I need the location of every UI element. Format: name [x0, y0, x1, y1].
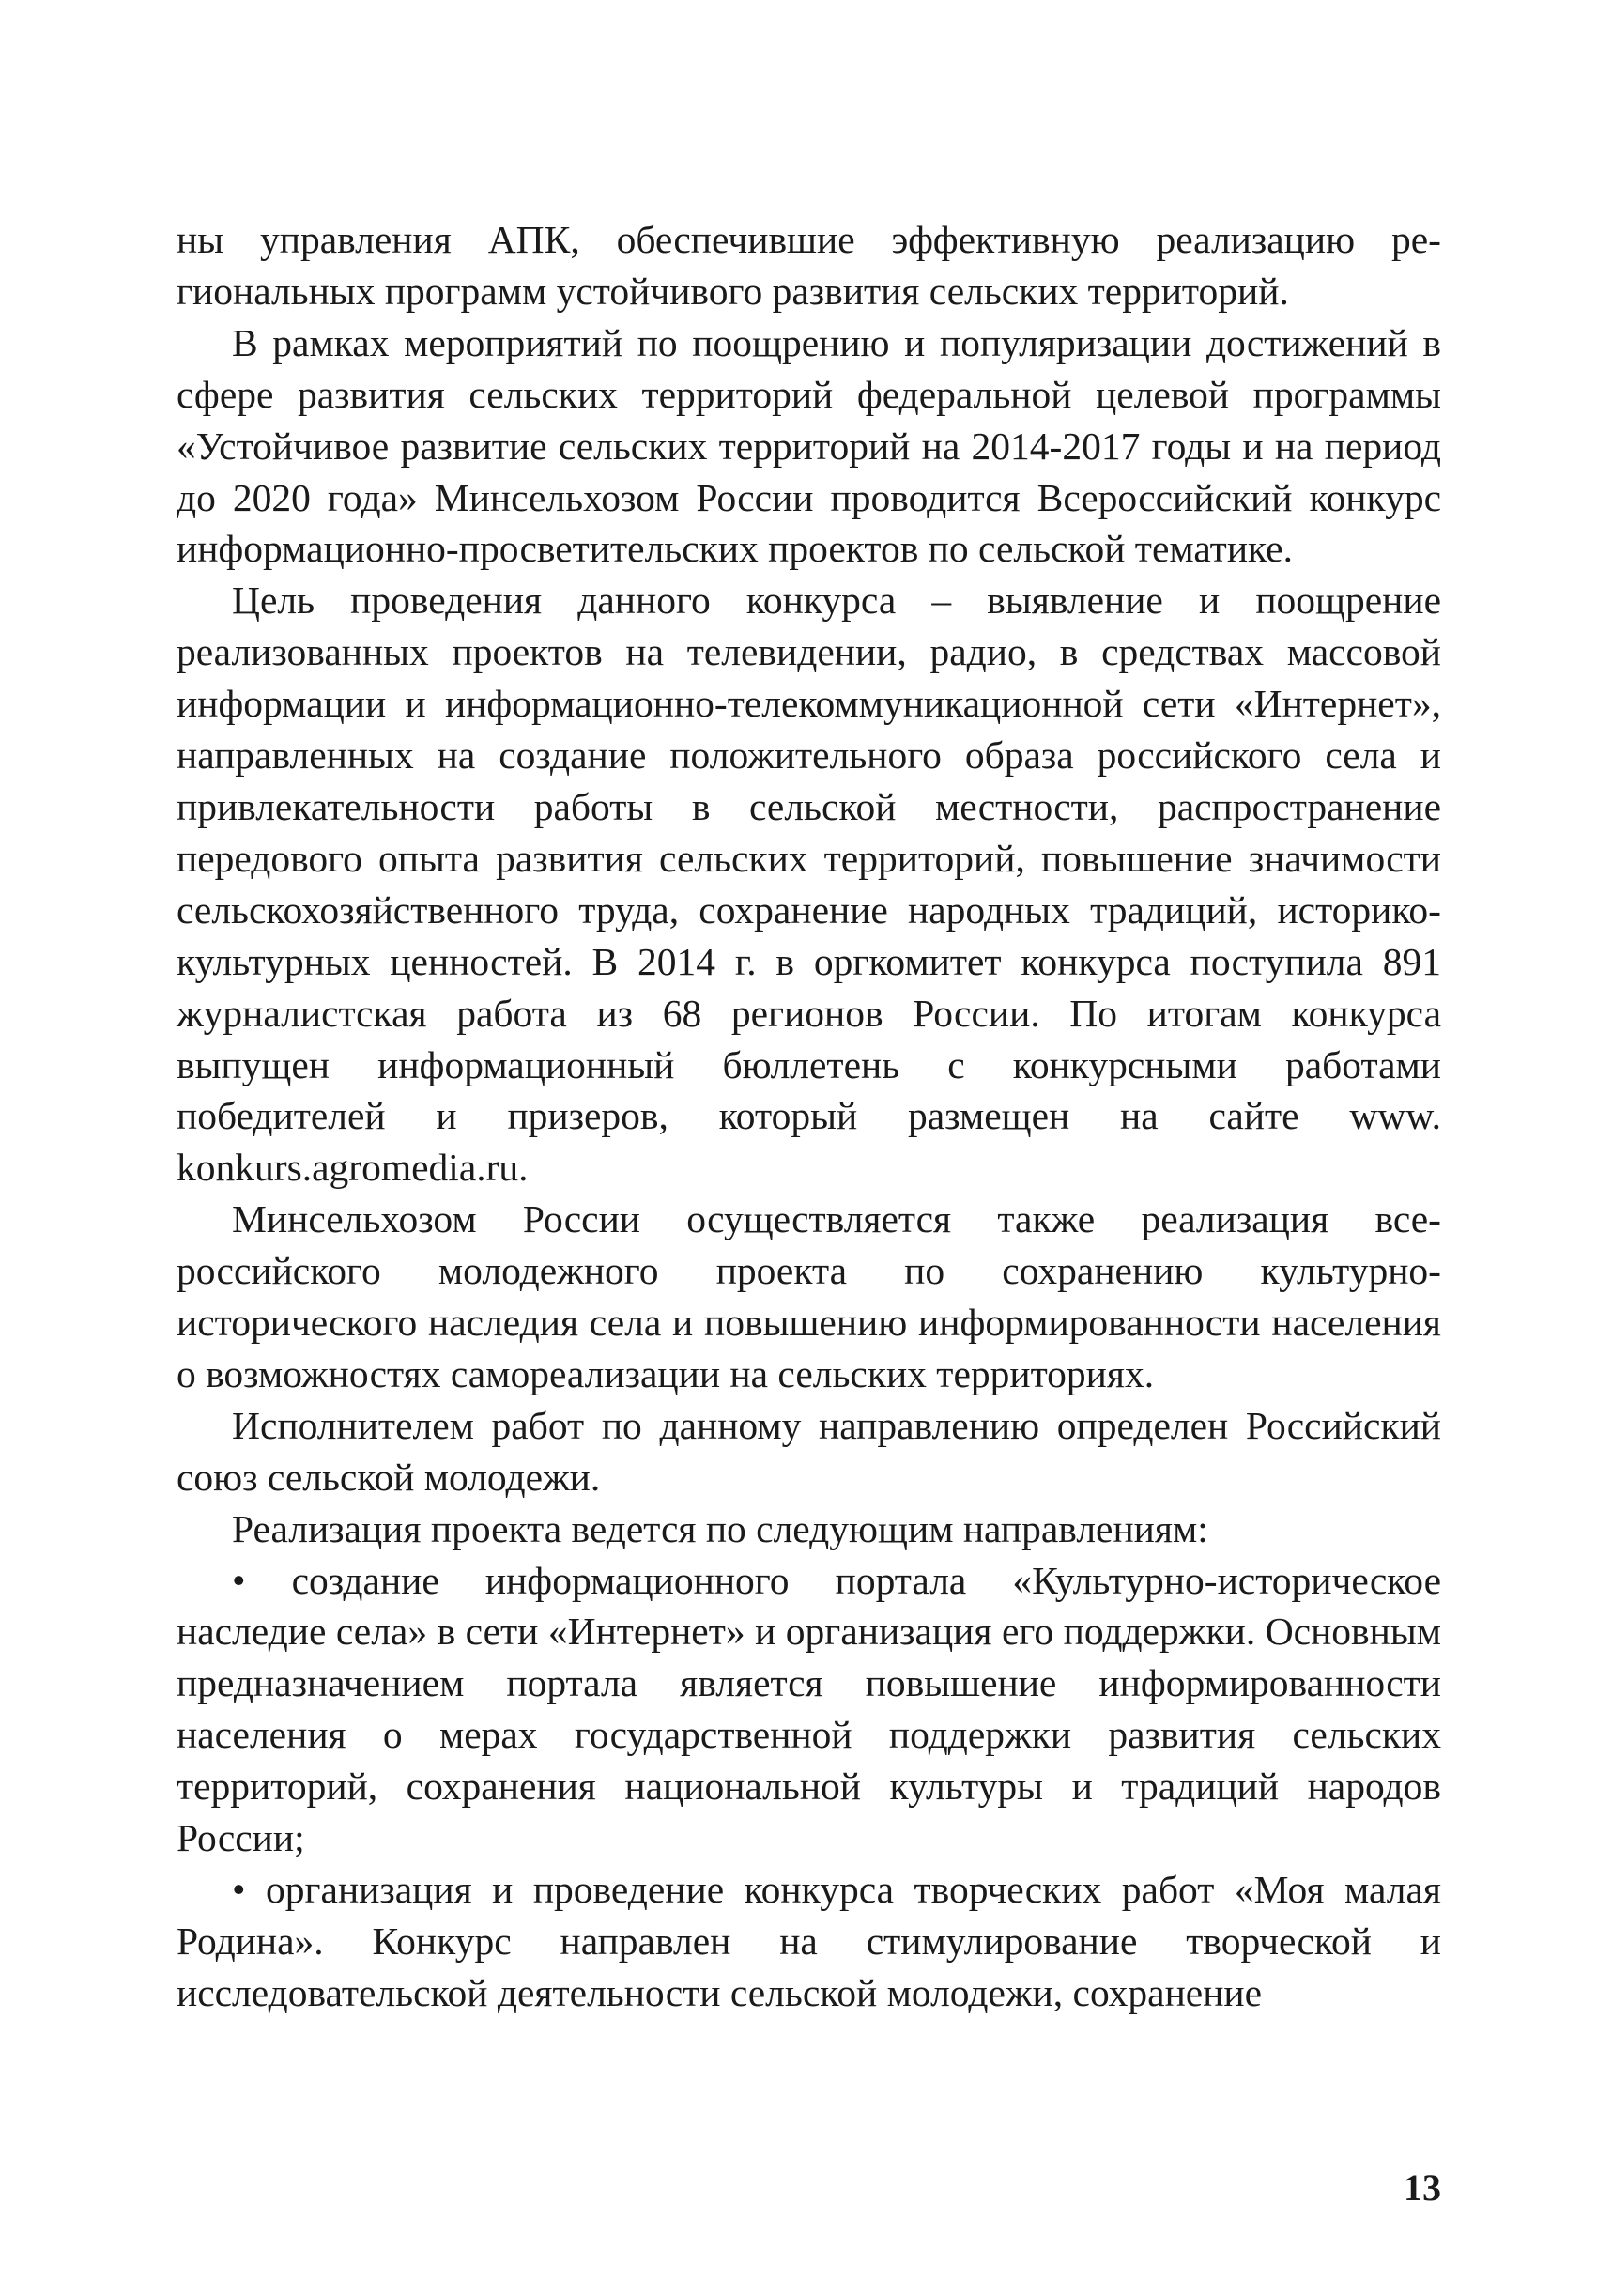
paragraph-directions: Реализация проекта ведется по следующим направлениям: — [232, 1506, 1208, 1550]
paragraph-continuation: ны управления АПК, обеспечившие эффективную реализацию региональных программ устойчивого развития сельских территорий. — [177, 218, 1441, 313]
paragraph-competition-goal: Цель проведения данного конкурса – выявление и поощрение реализованных проектов на телевидении, радио, в средствах массовой информации и информационно-телекоммуникационной сети «Интернет», направленных на создание положительного образа российского села и привлекательности работы в сельской местности, распространение передового опыта развития сельских территорий, повышение значимости сельскохозяйственного труда, сохранение народных традиций, историко-культурных ценностей. В 2014 г. в оргкомитет конкурса поступила 891 журналистская работа из 68 регионов России. По итогам конкурса выпущен информационный бюллетень с конкурсными работами победителей и призеров, который размещен на сайте www. konkurs.agromedia.ru. — [177, 578, 1441, 1190]
paragraph-competition-intro: В рамках мероприятий по поощрению и популяризации достижений в сфере развития сельских территорий федеральной целевой программы «Устойчивое развитие сельских территорий на 2014-2017 годы и на период до 2020 года» Минсельхозом России проводится Всероссийский конкурс информационно-просветительских проектов по сельской тематике. — [177, 320, 1441, 571]
paragraph-executor: Исполнителем работ по данному направлению определен Российский союз сельской молодежи. — [177, 1403, 1441, 1499]
list-item-portal: • создание информационного портала «Культурно-историческое наследие села» в сети «Интернет» и организация его поддержки. Основным предназначением портала является повышение информированности населения о мерах государственной поддержки развития сельских территорий, сохранения национальной культуры и традиций народов России; — [177, 1558, 1441, 1860]
paragraph-youth-project: Минсельхозом России осуществляется также реализация всероссийского молодежного проекта по сохранению культурно-исторического наследия села и повышению информированности населения о возможностях самореализации на сельских территориях. — [177, 1197, 1441, 1395]
page-number: 13 — [1404, 2166, 1441, 2209]
body-text — [177, 214, 1441, 2019]
list-item-contest: • организация и проведение конкурса творческих работ «Моя малая Родина». Конкурс направлен на стимулирование творческой и исследовательской деятельности сельской молодежи, сохранение — [177, 1868, 1441, 2014]
